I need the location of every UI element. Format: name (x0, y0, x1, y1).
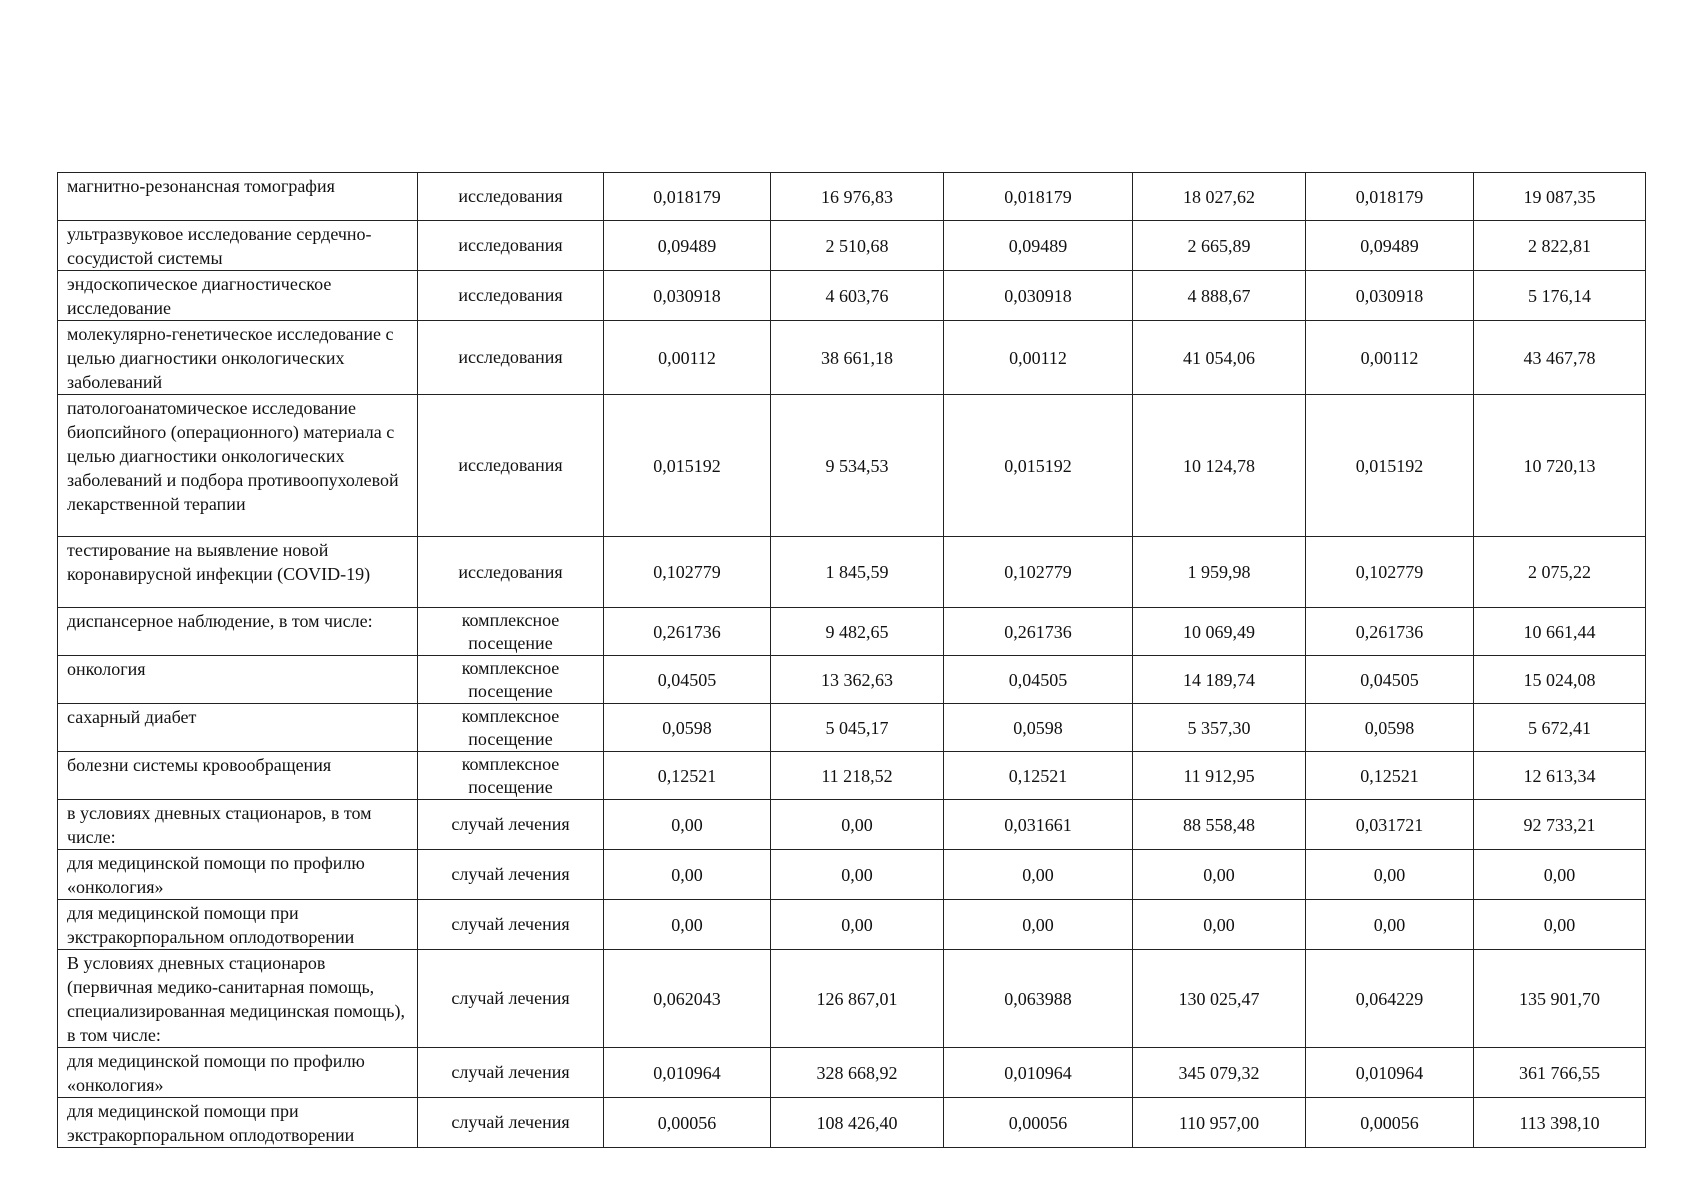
table-row (58, 656, 1646, 704)
row-value-4: 2 665,89 (1133, 221, 1306, 271)
row-value-6: 2 822,81 (1474, 221, 1646, 271)
row-value-3: 0,00 (944, 850, 1133, 900)
row-name: в условиях дневных стационаров, в том числе: (58, 800, 418, 850)
row-value-3: 0,063988 (944, 950, 1133, 1048)
row-name: В условиях дневных стационаров (первичная медико-санитарная помощь, специализированная медицинская помощь), в том числе: (58, 950, 418, 1048)
row-value-4: 5 357,30 (1133, 704, 1306, 752)
row-value-5: 0,102779 (1306, 537, 1474, 608)
row-name: онкология (58, 656, 418, 704)
row-value-4: 0,00 (1133, 850, 1306, 900)
row-value-1: 0,00112 (604, 321, 771, 395)
table-row (58, 800, 1646, 850)
row-value-5: 0,015192 (1306, 395, 1474, 537)
row-value-2: 328 668,92 (771, 1048, 944, 1098)
row-value-3: 0,00 (944, 900, 1133, 950)
row-unit: исследования (418, 271, 604, 321)
row-unit: исследования (418, 321, 604, 395)
row-value-1: 0,062043 (604, 950, 771, 1048)
table-body (58, 173, 1646, 1148)
row-value-6: 135 901,70 (1474, 950, 1646, 1048)
row-name: для медицинской помощи по профилю «онкология» (58, 850, 418, 900)
row-name: для медицинской помощи при экстракорпоральном оплодотворении (58, 900, 418, 950)
table-row (58, 321, 1646, 395)
row-value-5: 0,064229 (1306, 950, 1474, 1048)
row-value-4: 0,00 (1133, 900, 1306, 950)
row-value-6: 19 087,35 (1474, 173, 1646, 221)
row-value-5: 0,0598 (1306, 704, 1474, 752)
row-unit: исследования (418, 173, 604, 221)
row-value-5: 0,031721 (1306, 800, 1474, 850)
row-value-6: 2 075,22 (1474, 537, 1646, 608)
row-value-6: 10 720,13 (1474, 395, 1646, 537)
row-value-4: 10 069,49 (1133, 608, 1306, 656)
row-value-3: 0,04505 (944, 656, 1133, 704)
table-row (58, 1098, 1646, 1148)
row-value-4: 11 912,95 (1133, 752, 1306, 800)
row-value-5: 0,261736 (1306, 608, 1474, 656)
row-unit: комплексное посещение (418, 608, 604, 656)
row-unit: случай лечения (418, 850, 604, 900)
row-value-2: 1 845,59 (771, 537, 944, 608)
row-value-6: 5 176,14 (1474, 271, 1646, 321)
row-value-5: 0,09489 (1306, 221, 1474, 271)
table-row (58, 704, 1646, 752)
row-value-5: 0,00112 (1306, 321, 1474, 395)
row-name: болезни системы кровообращения (58, 752, 418, 800)
row-value-2: 108 426,40 (771, 1098, 944, 1148)
row-unit: комплексное посещение (418, 752, 604, 800)
row-value-3: 0,102779 (944, 537, 1133, 608)
table-row (58, 850, 1646, 900)
row-value-2: 13 362,63 (771, 656, 944, 704)
row-value-3: 0,018179 (944, 173, 1133, 221)
table-row (58, 900, 1646, 950)
row-unit: исследования (418, 395, 604, 537)
row-value-2: 9 482,65 (771, 608, 944, 656)
row-value-4: 1 959,98 (1133, 537, 1306, 608)
row-value-4: 130 025,47 (1133, 950, 1306, 1048)
row-unit: случай лечения (418, 950, 604, 1048)
row-value-3: 0,261736 (944, 608, 1133, 656)
row-name: патологоанатомическое исследование биопсийного (операционного) материала с целью диагностики онкологических заболеваний и подбора противоопухолевой лекарственной терапии (58, 395, 418, 537)
row-unit: исследования (418, 221, 604, 271)
row-value-4: 88 558,48 (1133, 800, 1306, 850)
row-value-4: 14 189,74 (1133, 656, 1306, 704)
row-unit: комплексное посещение (418, 704, 604, 752)
row-name: эндоскопическое диагностическое исследование (58, 271, 418, 321)
row-value-2: 11 218,52 (771, 752, 944, 800)
table-row (58, 950, 1646, 1048)
table-row (58, 537, 1646, 608)
row-value-2: 2 510,68 (771, 221, 944, 271)
row-value-5: 0,018179 (1306, 173, 1474, 221)
row-value-5: 0,00 (1306, 850, 1474, 900)
row-value-6: 92 733,21 (1474, 800, 1646, 850)
row-name: для медицинской помощи при экстракорпоральном оплодотворении (58, 1098, 418, 1148)
row-value-1: 0,0598 (604, 704, 771, 752)
row-value-4: 4 888,67 (1133, 271, 1306, 321)
row-value-4: 110 957,00 (1133, 1098, 1306, 1148)
row-value-1: 0,09489 (604, 221, 771, 271)
row-name: сахарный диабет (58, 704, 418, 752)
row-value-1: 0,00 (604, 900, 771, 950)
row-value-1: 0,015192 (604, 395, 771, 537)
norms-table (57, 172, 1646, 1148)
row-value-3: 0,030918 (944, 271, 1133, 321)
row-value-3: 0,00112 (944, 321, 1133, 395)
row-value-2: 0,00 (771, 900, 944, 950)
row-value-3: 0,12521 (944, 752, 1133, 800)
row-value-3: 0,0598 (944, 704, 1133, 752)
row-value-4: 18 027,62 (1133, 173, 1306, 221)
row-unit: случай лечения (418, 900, 604, 950)
row-value-1: 0,00056 (604, 1098, 771, 1148)
row-value-6: 12 613,34 (1474, 752, 1646, 800)
row-value-1: 0,010964 (604, 1048, 771, 1098)
table-row (58, 173, 1646, 221)
row-value-6: 361 766,55 (1474, 1048, 1646, 1098)
row-value-5: 0,00056 (1306, 1098, 1474, 1148)
row-value-5: 0,00 (1306, 900, 1474, 950)
row-name: молекулярно-генетическое исследование с целью диагностики онкологических заболеваний (58, 321, 418, 395)
table-row (58, 395, 1646, 537)
row-name: тестирование на выявление новой коронавирусной инфекции (COVID-19) (58, 537, 418, 608)
row-value-3: 0,010964 (944, 1048, 1133, 1098)
row-unit: случай лечения (418, 1098, 604, 1148)
row-value-2: 0,00 (771, 850, 944, 900)
row-unit: комплексное посещение (418, 656, 604, 704)
row-value-3: 0,031661 (944, 800, 1133, 850)
row-value-1: 0,018179 (604, 173, 771, 221)
row-value-6: 10 661,44 (1474, 608, 1646, 656)
row-value-2: 4 603,76 (771, 271, 944, 321)
row-value-2: 0,00 (771, 800, 944, 850)
table-row (58, 1048, 1646, 1098)
row-name: диспансерное наблюдение, в том числе: (58, 608, 418, 656)
row-value-1: 0,102779 (604, 537, 771, 608)
row-value-4: 41 054,06 (1133, 321, 1306, 395)
row-value-6: 113 398,10 (1474, 1098, 1646, 1148)
row-unit: исследования (418, 537, 604, 608)
row-value-1: 0,00 (604, 850, 771, 900)
row-value-2: 38 661,18 (771, 321, 944, 395)
row-value-6: 5 672,41 (1474, 704, 1646, 752)
row-value-5: 0,04505 (1306, 656, 1474, 704)
row-value-6: 0,00 (1474, 850, 1646, 900)
row-value-1: 0,030918 (604, 271, 771, 321)
row-value-1: 0,04505 (604, 656, 771, 704)
row-value-6: 0,00 (1474, 900, 1646, 950)
table-row (58, 271, 1646, 321)
row-name: ультразвуковое исследование сердечно-сосудистой системы (58, 221, 418, 271)
row-value-2: 9 534,53 (771, 395, 944, 537)
table-row (58, 221, 1646, 271)
row-value-3: 0,00056 (944, 1098, 1133, 1148)
table-row (58, 752, 1646, 800)
row-value-6: 15 024,08 (1474, 656, 1646, 704)
row-value-1: 0,00 (604, 800, 771, 850)
row-value-4: 10 124,78 (1133, 395, 1306, 537)
row-unit: случай лечения (418, 1048, 604, 1098)
row-value-3: 0,09489 (944, 221, 1133, 271)
row-value-6: 43 467,78 (1474, 321, 1646, 395)
row-value-3: 0,015192 (944, 395, 1133, 537)
row-value-1: 0,261736 (604, 608, 771, 656)
row-value-5: 0,010964 (1306, 1048, 1474, 1098)
row-unit: случай лечения (418, 800, 604, 850)
row-value-5: 0,030918 (1306, 271, 1474, 321)
row-value-2: 16 976,83 (771, 173, 944, 221)
row-value-1: 0,12521 (604, 752, 771, 800)
row-name: магнитно-резонансная томография (58, 173, 418, 221)
table-row (58, 608, 1646, 656)
row-value-5: 0,12521 (1306, 752, 1474, 800)
row-value-4: 345 079,32 (1133, 1048, 1306, 1098)
row-name: для медицинской помощи по профилю «онкология» (58, 1048, 418, 1098)
row-value-2: 126 867,01 (771, 950, 944, 1048)
row-value-2: 5 045,17 (771, 704, 944, 752)
